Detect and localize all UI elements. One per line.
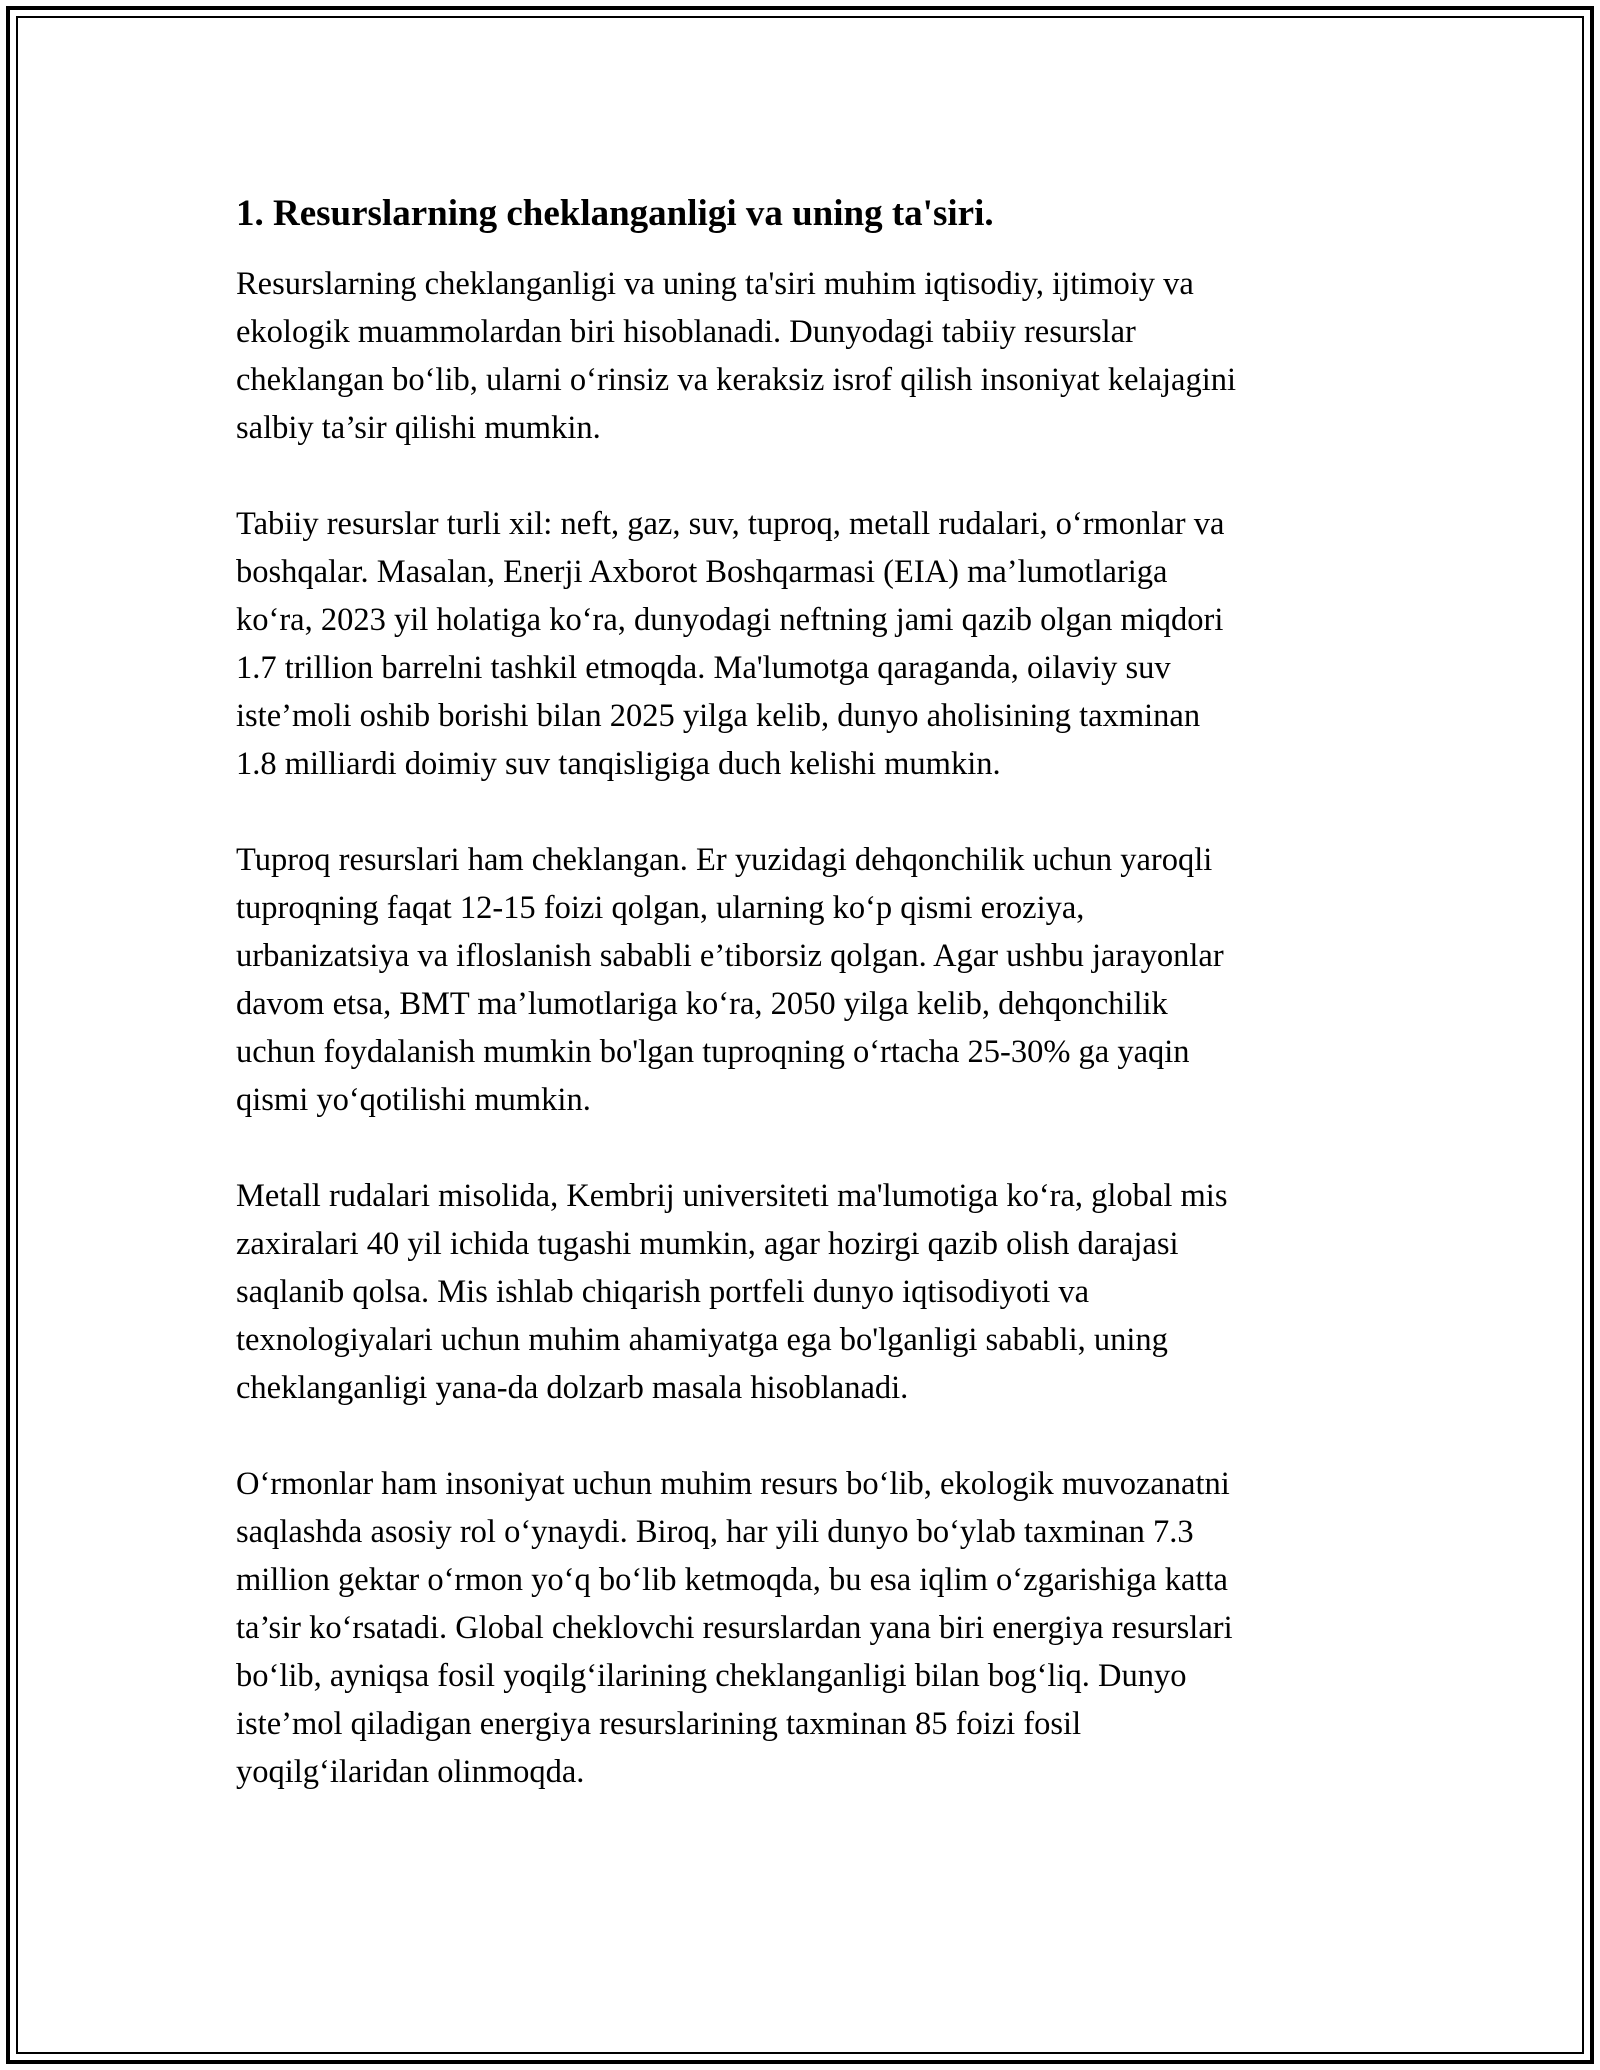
paragraph-line: ta’sir koʻrsatadi. Global cheklovchi resurslardan yana biri energiya resurslari xyxy=(236,1610,1233,1646)
paragraph-line: Metall rudalari misolida, Kembrij universiteti ma'lumotiga koʻra, global mis xyxy=(236,1178,1228,1214)
paragraph-line: Oʻrmonlar ham insoniyat uchun muhim resurs boʻlib, ekologik muvozanatni xyxy=(236,1466,1230,1502)
paragraph-line: salbiy ta’sir qilishi mumkin. xyxy=(236,410,601,446)
paragraph-line: uchun foydalanish mumkin bo'lgan tuproqning oʻrtacha 25-30% ga yaqin xyxy=(236,1034,1190,1070)
paragraph-line: iste’mol qiladigan energiya resurslarining taxminan 85 foizi fosil xyxy=(236,1706,1082,1742)
paragraph xyxy=(236,1172,1366,1412)
section-heading: 1. Resurslarning cheklanganligi va uning ta'siri. xyxy=(236,193,994,234)
paragraph-line: ekologik muammolardan biri hisoblanadi. Dunyodagi tabiiy resurslar xyxy=(236,314,1136,350)
paragraph-line: 1.7 trillion barrelni tashkil etmoqda. Ma'lumotga qaraganda, oilaviy suv xyxy=(236,650,1171,686)
paragraph-line: urbanizatsiya va ifloslanish sababli e’tiborsiz qolgan. Agar ushbu jarayonlar xyxy=(236,938,1224,974)
paragraph-line: Tabiiy resurslar turli xil: neft, gaz, suv, tuproq, metall rudalari, oʻrmonlar va xyxy=(236,506,1225,542)
paragraph-line: texnologiyalari uchun muhim ahamiyatga ega bo'lganligi sababli, uning xyxy=(236,1322,1168,1358)
paragraph-line: Tuproq resurslari ham cheklangan. Er yuzidagi dehqonchilik uchun yaroqli xyxy=(236,842,1213,878)
paragraph-line: davom etsa, BMT ma’lumotlariga koʻra, 2050 yilga kelib, dehqonchilik xyxy=(236,986,1168,1022)
paragraph-line: koʻra, 2023 yil holatiga koʻra, dunyodagi neftning jami qazib olgan miqdori xyxy=(236,602,1224,638)
paragraph-line: boʻlib, ayniqsa fosil yoqilgʻilarining cheklanganligi bilan bogʻliq. Dunyo xyxy=(236,1658,1187,1694)
paragraph-line: qismi yoʻqotilishi mumkin. xyxy=(236,1082,591,1118)
paragraph xyxy=(236,1460,1366,1796)
paragraphs-container xyxy=(236,260,1366,1796)
paragraph-line: zaxiralari 40 yil ichida tugashi mumkin, agar hozirgi qazib olish darajasi xyxy=(236,1226,1179,1262)
paragraph xyxy=(236,836,1366,1124)
paragraph-line: 1.8 milliardi doimiy suv tanqisligiga duch kelishi mumkin. xyxy=(236,746,1001,782)
paragraph xyxy=(236,260,1366,452)
paragraph-line: tuproqning faqat 12-15 foizi qolgan, ularning koʻp qismi eroziya, xyxy=(236,890,1085,926)
paragraph-line: saqlashda asosiy rol oʻynaydi. Biroq, har yili dunyo boʻylab taxminan 7.3 xyxy=(236,1514,1194,1550)
paragraph-line: boshqalar. Masalan, Enerji Axborot Boshqarmasi (EIA) ma’lumotlariga xyxy=(236,554,1168,590)
paragraph-line: iste’moli oshib borishi bilan 2025 yilga kelib, dunyo aholisining taxminan xyxy=(236,698,1201,734)
paragraph-line: cheklangan boʻlib, ularni oʻrinsiz va keraksiz isrof qilish insoniyat kelajagini xyxy=(236,362,1237,398)
paragraph-line: million gektar oʻrmon yoʻq boʻlib ketmoqda, bu esa iqlim oʻzgarishiga katta xyxy=(236,1562,1228,1598)
document-body xyxy=(236,190,1366,1844)
paragraph-line: cheklanganligi yana-da dolzarb masala hisoblanadi. xyxy=(236,1370,909,1406)
paragraph-line: yoqilgʻilaridan olinmoqda. xyxy=(236,1754,585,1790)
paragraph-line: saqlanib qolsa. Mis ishlab chiqarish portfeli dunyo iqtisodiyoti va xyxy=(236,1274,1090,1310)
paragraph-line: Resurslarning cheklanganligi va uning ta'siri muhim iqtisodiy, ijtimoiy va xyxy=(236,266,1194,302)
paragraph xyxy=(236,500,1366,788)
